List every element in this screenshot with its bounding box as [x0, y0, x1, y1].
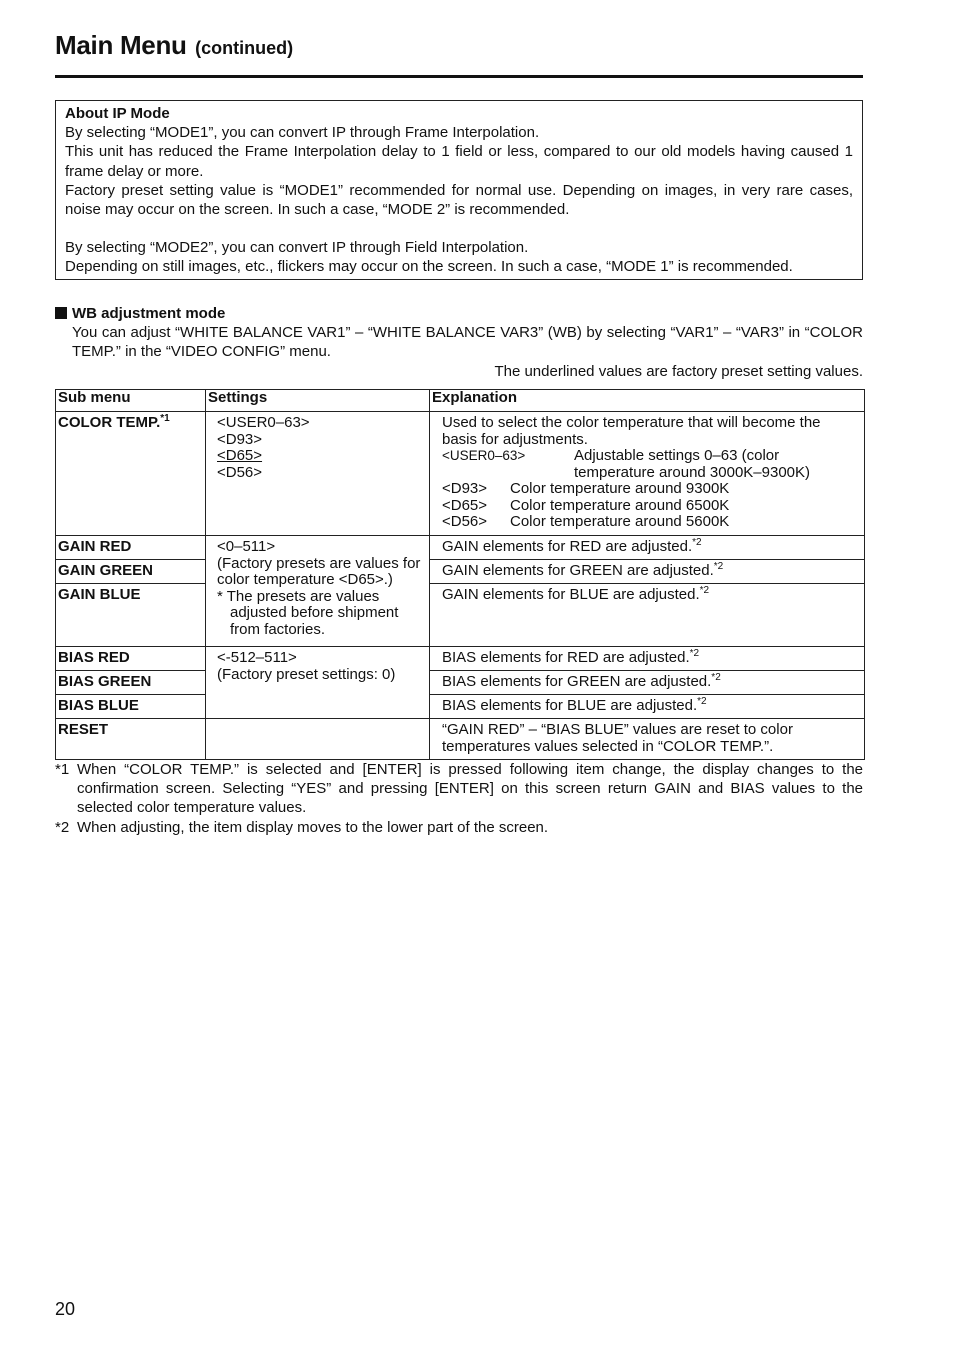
explanation-text: GAIN elements for RED are adjusted.	[442, 538, 693, 555]
table-row-reset	[56, 719, 865, 760]
column-header-settings: Settings	[206, 390, 430, 412]
footnote-ref: *2	[711, 672, 721, 683]
explanation-text: GAIN elements for BLUE are adjusted.	[442, 586, 700, 603]
header-divider	[55, 75, 863, 78]
setting-range: <0–511>	[217, 538, 276, 555]
wb-heading	[55, 304, 863, 323]
setting-range: <-512–511>	[217, 649, 297, 666]
table-row-gain-green	[56, 560, 865, 584]
setting-desc-row	[442, 448, 856, 465]
submenu-gain-red: GAIN RED	[56, 536, 206, 560]
submenu-color-temp	[56, 412, 206, 536]
wb-submenu-table	[55, 389, 865, 760]
factory-preset-note: The underlined values are factory preset setting values.	[494, 362, 863, 380]
footnote-ref: *2	[713, 561, 724, 572]
explanation-gain-green	[430, 560, 865, 584]
footnote	[55, 760, 863, 818]
footnote-text: When adjusting, the item display moves to the lower part of the screen.	[77, 818, 549, 836]
table-row-gain-blue	[56, 584, 865, 647]
page-number: 20	[55, 1299, 76, 1319]
column-header-explanation: Explanation	[430, 390, 865, 412]
ip-mode-paragraph: This unit has reduced the Frame Interpolation delay to 1 field or less, compared to our old models having caused 1 frame delay or more.	[65, 143, 853, 180]
footnote-mark: *1	[55, 761, 70, 778]
submenu-gain-blue: GAIN BLUE	[56, 584, 206, 647]
table-row-bias-green	[56, 671, 865, 695]
setting-desc: Color temperature around 9300K	[510, 480, 730, 497]
setting-value-default: <D65>	[217, 447, 263, 464]
wb-section	[55, 304, 863, 381]
table-row-gain-red	[56, 536, 865, 560]
setting-desc-row	[442, 481, 856, 498]
submenu-bias-red: BIAS RED	[56, 647, 206, 671]
setting-key: <D65>	[442, 496, 488, 514]
submenu-label: COLOR TEMP.	[58, 414, 161, 431]
setting-desc-row	[442, 498, 856, 515]
explanation-gain-blue	[430, 584, 865, 647]
table-row-color-temp	[56, 412, 865, 536]
ip-mode-paragraph: By selecting “MODE1”, you can convert IP through Frame Interpolation.	[65, 124, 540, 142]
setting-key: <USER0–63>	[442, 448, 526, 463]
footnote-ref: *2	[699, 585, 710, 596]
ip-mode-paragraph: Depending on still images, etc., flickers may occur on the screen. In such a case, “MODE 1” is recommended.	[65, 258, 793, 276]
setting-key: <D56>	[442, 513, 488, 530]
square-bullet-icon	[55, 307, 67, 319]
explanation-text: BIAS elements for RED are adjusted.	[442, 649, 690, 666]
setting-footnote: * The presets are values	[217, 587, 380, 605]
setting-footnote: adjusted before shipment	[230, 604, 399, 621]
explanation-text: Used to select the color temperature that will become the basis for adjustments.	[442, 414, 821, 448]
explanation-color-temp	[430, 412, 865, 536]
setting-desc-row	[442, 514, 856, 531]
explanation-text: BIAS elements for GREEN are adjusted.	[442, 673, 712, 690]
footnote-ref: *2	[692, 537, 702, 548]
setting-preset-note: (Factory presets are values for color temperature <D65>.)	[217, 554, 421, 588]
table-row-bias-blue	[56, 695, 865, 719]
page-header	[55, 30, 863, 61]
setting-key: <D93>	[442, 480, 488, 497]
settings-reset	[206, 719, 430, 760]
setting-value: <D56>	[217, 463, 263, 481]
wb-intro: You can adjust “WHITE BALANCE VAR1” – “WHITE BALANCE VAR3” (WB) by selecting “VAR1” – “VAR3” in “COLOR TEMP.” in the “VIDEO CONFIG” menu.	[72, 324, 863, 361]
submenu-reset: RESET	[56, 719, 206, 760]
submenu-gain-green: GAIN GREEN	[56, 560, 206, 584]
explanation-text: BIAS elements for BLUE are adjusted.	[442, 697, 698, 714]
table-header-row	[56, 390, 865, 412]
ip-mode-title: About IP Mode	[65, 105, 170, 122]
footnote	[55, 818, 863, 837]
page-title: Main Menu	[55, 30, 187, 60]
explanation-bias-blue	[430, 695, 865, 719]
explanation-text: GAIN elements for GREEN are adjusted.	[442, 562, 714, 579]
spacer	[65, 219, 853, 238]
wb-heading-text: WB adjustment mode	[72, 305, 226, 322]
setting-desc: Color temperature around 6500K	[510, 496, 730, 514]
setting-desc: Color temperature around 5600K	[510, 513, 730, 530]
explanation-reset: “GAIN RED” – “BIAS BLUE” values are reset to color temperatures values selected in “COLOR TEMP.”.	[430, 719, 865, 760]
setting-preset-note: (Factory preset settings: 0)	[217, 665, 396, 683]
setting-desc: temperature around 3000K–9300K)	[574, 463, 811, 481]
page-title-continued: (continued)	[195, 38, 294, 58]
setting-value: <D93>	[217, 430, 263, 448]
ip-mode-paragraph: By selecting “MODE2”, you can convert IP through Field Interpolation.	[65, 239, 529, 257]
column-header-sub-menu: Sub menu	[56, 390, 206, 412]
setting-value: <USER0–63>	[217, 414, 310, 431]
setting-footnote: from factories.	[230, 620, 326, 638]
footnote-ref: *2	[689, 648, 700, 659]
footnotes	[55, 760, 863, 837]
explanation-bias-green	[430, 671, 865, 695]
settings-gain	[206, 536, 430, 647]
settings-bias	[206, 647, 430, 719]
submenu-bias-blue: BIAS BLUE	[56, 695, 206, 719]
ip-mode-paragraph: Factory preset setting value is “MODE1” recommended for normal use. Depending on images, in very rare cases, noise may occur on the screen. In such a case, “MODE 2” is recommended.	[65, 181, 853, 219]
table-row-bias-red	[56, 647, 865, 671]
footnote-ref: *2	[697, 696, 707, 707]
setting-desc-row	[442, 465, 856, 482]
ip-mode-note-box	[55, 100, 863, 280]
footnote-ref: *1	[160, 413, 170, 424]
submenu-bias-green: BIAS GREEN	[56, 671, 206, 695]
footnote-mark: *2	[55, 818, 70, 836]
explanation-bias-red	[430, 647, 865, 671]
setting-desc: Adjustable settings 0–63 (color	[574, 447, 780, 464]
footnote-text: When “COLOR TEMP.” is selected and [ENTER] is pressed following item change, the display changes to the confirmation screen. Selecting “YES” and pressing [ENTER] on this screen return GAIN and BIAS values to the selected color temperature values.	[77, 761, 863, 817]
settings-color-temp	[206, 412, 430, 536]
explanation-gain-red	[430, 536, 865, 560]
